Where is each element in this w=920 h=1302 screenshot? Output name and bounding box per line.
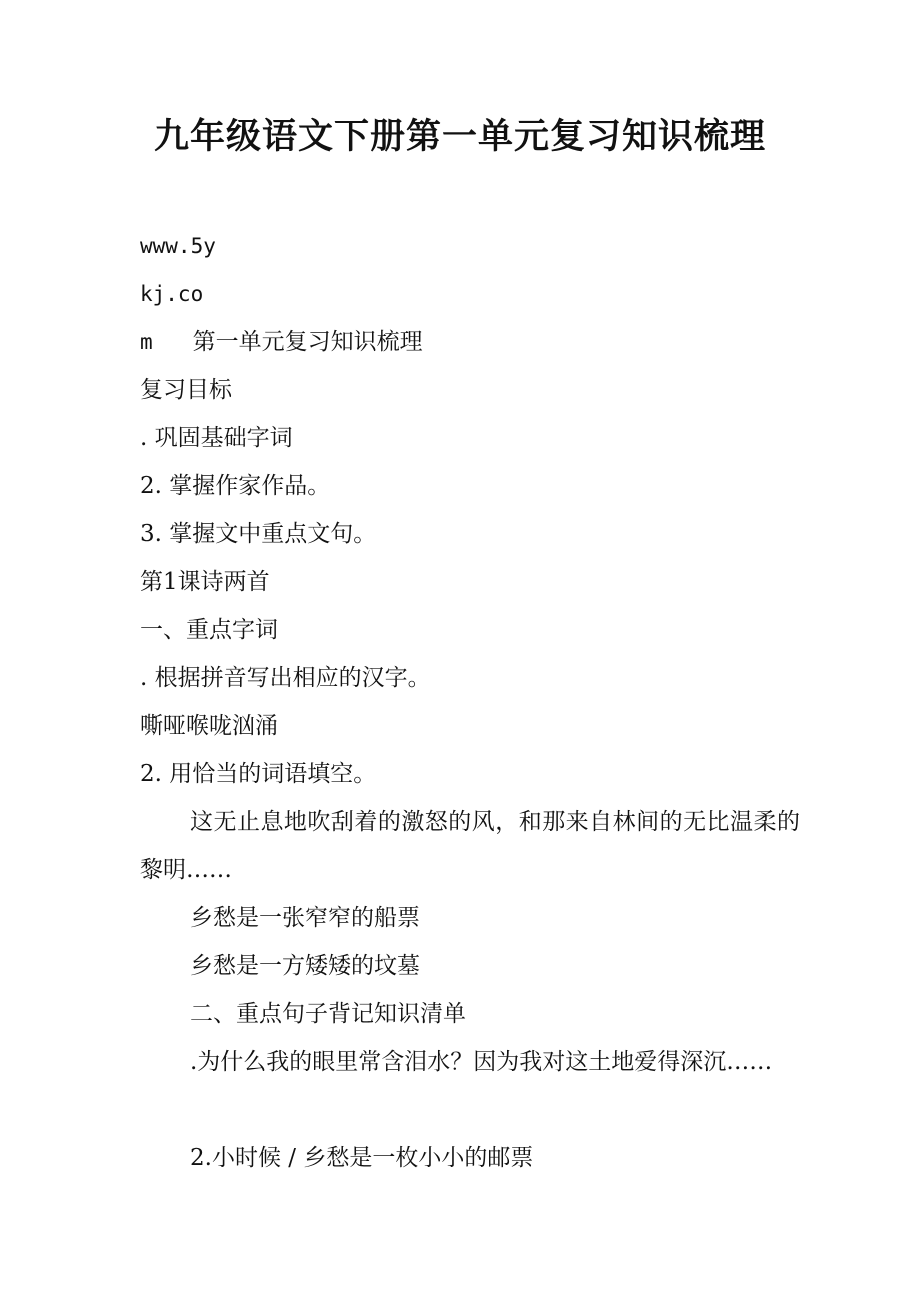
section-goals-heading: 复习目标 [140,377,232,403]
key-sentence-1: .为什么我的眼里常含泪水？因为我对这土地爱得深沉…… [190,1049,773,1075]
unit-heading: 第一单元复习知识梳理 [192,329,423,355]
url-line-3-prefix: m [140,330,153,354]
url-line-1: www.5y [140,234,216,258]
fill-blank-sentence: 这无止息地吹刮着的激怒的风，和那来自林间的无比温柔的黎明…… [140,809,800,883]
nostalgia-line-2: 乡愁是一方矮矮的坟墓 [190,953,420,979]
url-line-2: kj.co [140,282,204,306]
goal-item-1: . 巩固基础字词 [140,425,293,451]
task-2-instruction: 2. 用恰当的词语填空。 [140,761,377,787]
task-1-instruction: . 根据拼音写出相应的汉字。 [140,665,431,691]
nostalgia-line-1: 乡愁是一张窄窄的船票 [190,905,420,931]
goal-item-2: 2. 掌握作家作品。 [140,473,331,499]
document-title: 九年级语文下册第一单元复习知识梳理 [153,116,766,157]
goal-item-3: 3. 掌握文中重点文句。 [140,521,377,547]
vocabulary-words: 嘶哑喉咙汹涌 [140,713,278,739]
part-2-heading: 二、重点句子背记知识清单 [190,1001,466,1027]
lesson-heading: 第1课诗两首 [140,569,270,595]
part-1-heading: 一、重点字词 [140,617,278,643]
unit-heading-line [140,318,800,366]
key-sentence-2: 2.小时候 / 乡愁是一枚小小的邮票 [190,1145,534,1171]
